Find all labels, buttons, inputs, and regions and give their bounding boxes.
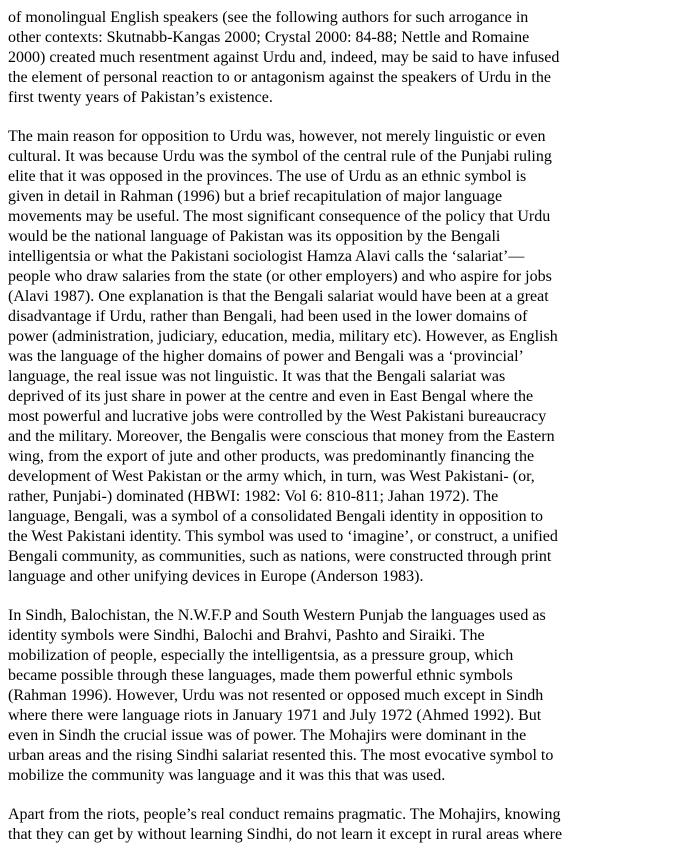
text-line: language, the real issue was not linguistic. It was that the Bengali salariat was xyxy=(8,368,506,385)
text-line: the element of personal reaction to or antagonism against the speakers of Urdu in the xyxy=(8,69,551,86)
text-line: (Alavi 1987). One explanation is that the Bengali salariat would have been at a great xyxy=(8,288,549,305)
text-line: deprived of its just share in power at the centre and even in East Bengal where the xyxy=(8,388,534,405)
text-line: In Sindh, Balochistan, the N.W.F.P and South Western Punjab the languages used as xyxy=(8,607,546,624)
text-line: rather, Punjabi-) dominated (HBWI: 1982: Vol 6: 810-811; Jahan 1972). The xyxy=(8,488,499,505)
text-line: movements may be useful. The most significant consequence of the policy that Urdu xyxy=(8,208,551,225)
text-line: even in Sindh the crucial issue was of power. The Mohajirs were dominant in the xyxy=(8,727,527,744)
text-line: mobilization of people, especially the intelligentsia, as a pressure group, which xyxy=(8,647,514,664)
text-line: Bengali community, as communities, such as nations, were constructed through print xyxy=(8,548,552,565)
text-line: The main reason for opposition to Urdu was, however, not merely linguistic or even xyxy=(8,128,546,145)
text-line: first twenty years of Pakistan’s existence. xyxy=(8,89,273,106)
paragraph-monolingual-english xyxy=(8,8,698,108)
document-page xyxy=(8,8,698,864)
text-line: elite that it was opposed in the provinces. The use of Urdu as an ethnic symbol is xyxy=(8,168,527,185)
text-line: language and other unifying devices in Europe (Anderson 1983). xyxy=(8,568,424,585)
text-line: intelligentsia or what the Pakistani sociologist Hamza Alavi calls the ‘salariat’— xyxy=(8,248,525,265)
text-line: given in detail in Rahman (1996) but a brief recapitulation of major language xyxy=(8,188,503,205)
text-line: of monolingual English speakers (see the following authors for such arrogance in xyxy=(8,9,529,26)
text-line: (Rahman 1996). However, Urdu was not resented or opposed much except in Sindh xyxy=(8,687,544,704)
text-line: and the military. Moreover, the Bengalis were conscious that money from the Eastern xyxy=(8,428,555,445)
text-line: identity symbols were Sindhi, Balochi and Brahvi, Pashto and Siraiki. The xyxy=(8,627,485,644)
paragraph-sindh-balochistan xyxy=(8,606,698,786)
text-line: 2000) created much resentment against Urdu and, indeed, may be said to have infused xyxy=(8,49,560,66)
text-line: where there were language riots in January 1971 and July 1972 (Ahmed 1992). But xyxy=(8,707,542,724)
text-line: became possible through these languages, made them powerful ethnic symbols xyxy=(8,667,513,684)
text-line: development of West Pakistan or the army which, in turn, was West Pakistani- (or, xyxy=(8,468,535,485)
text-line: people who draw salaries from the state (or other employers) and who aspire for jobs xyxy=(8,268,552,285)
text-line: most powerful and lucrative jobs were controlled by the West Pakistani bureaucracy xyxy=(8,408,547,425)
text-line: power (administration, judiciary, education, media, military etc). However, as English xyxy=(8,328,558,345)
text-line: mobilize the community was language and it was this that was used. xyxy=(8,767,446,784)
text-line: Apart from the riots, people’s real conduct remains pragmatic. The Mohajirs, knowing xyxy=(8,806,561,823)
text-line: language, Bengali, was a symbol of a consolidated Bengali identity in opposition to xyxy=(8,508,544,525)
paragraph-apart-from-riots xyxy=(8,805,698,845)
text-line: that they can get by without learning Sindhi, do not learn it except in rural areas where xyxy=(8,826,563,843)
text-line: was the language of the higher domains of power and Bengali was a ‘provincial’ xyxy=(8,348,524,365)
text-line: disadvantage if Urdu, rather than Bengali, had been used in the lower domains of xyxy=(8,308,528,325)
text-line: wing, from the export of jute and other products, was predominantly financing the xyxy=(8,448,535,465)
text-line: cultural. It was because Urdu was the symbol of the central rule of the Punjabi ruling xyxy=(8,148,552,165)
text-line: the West Pakistani identity. This symbol was used to ‘imagine’, or construct, a unified xyxy=(8,528,558,545)
paragraph-opposition-to-urdu xyxy=(8,127,698,587)
text-line: would be the national language of Pakistan was its opposition by the Bengali xyxy=(8,228,501,245)
text-line: other contexts: Skutnabb-Kangas 2000; Crystal 2000: 84-88; Nettle and Romaine xyxy=(8,29,530,46)
text-line: urban areas and the rising Sindhi salariat resented this. The most evocative symbol to xyxy=(8,747,554,764)
